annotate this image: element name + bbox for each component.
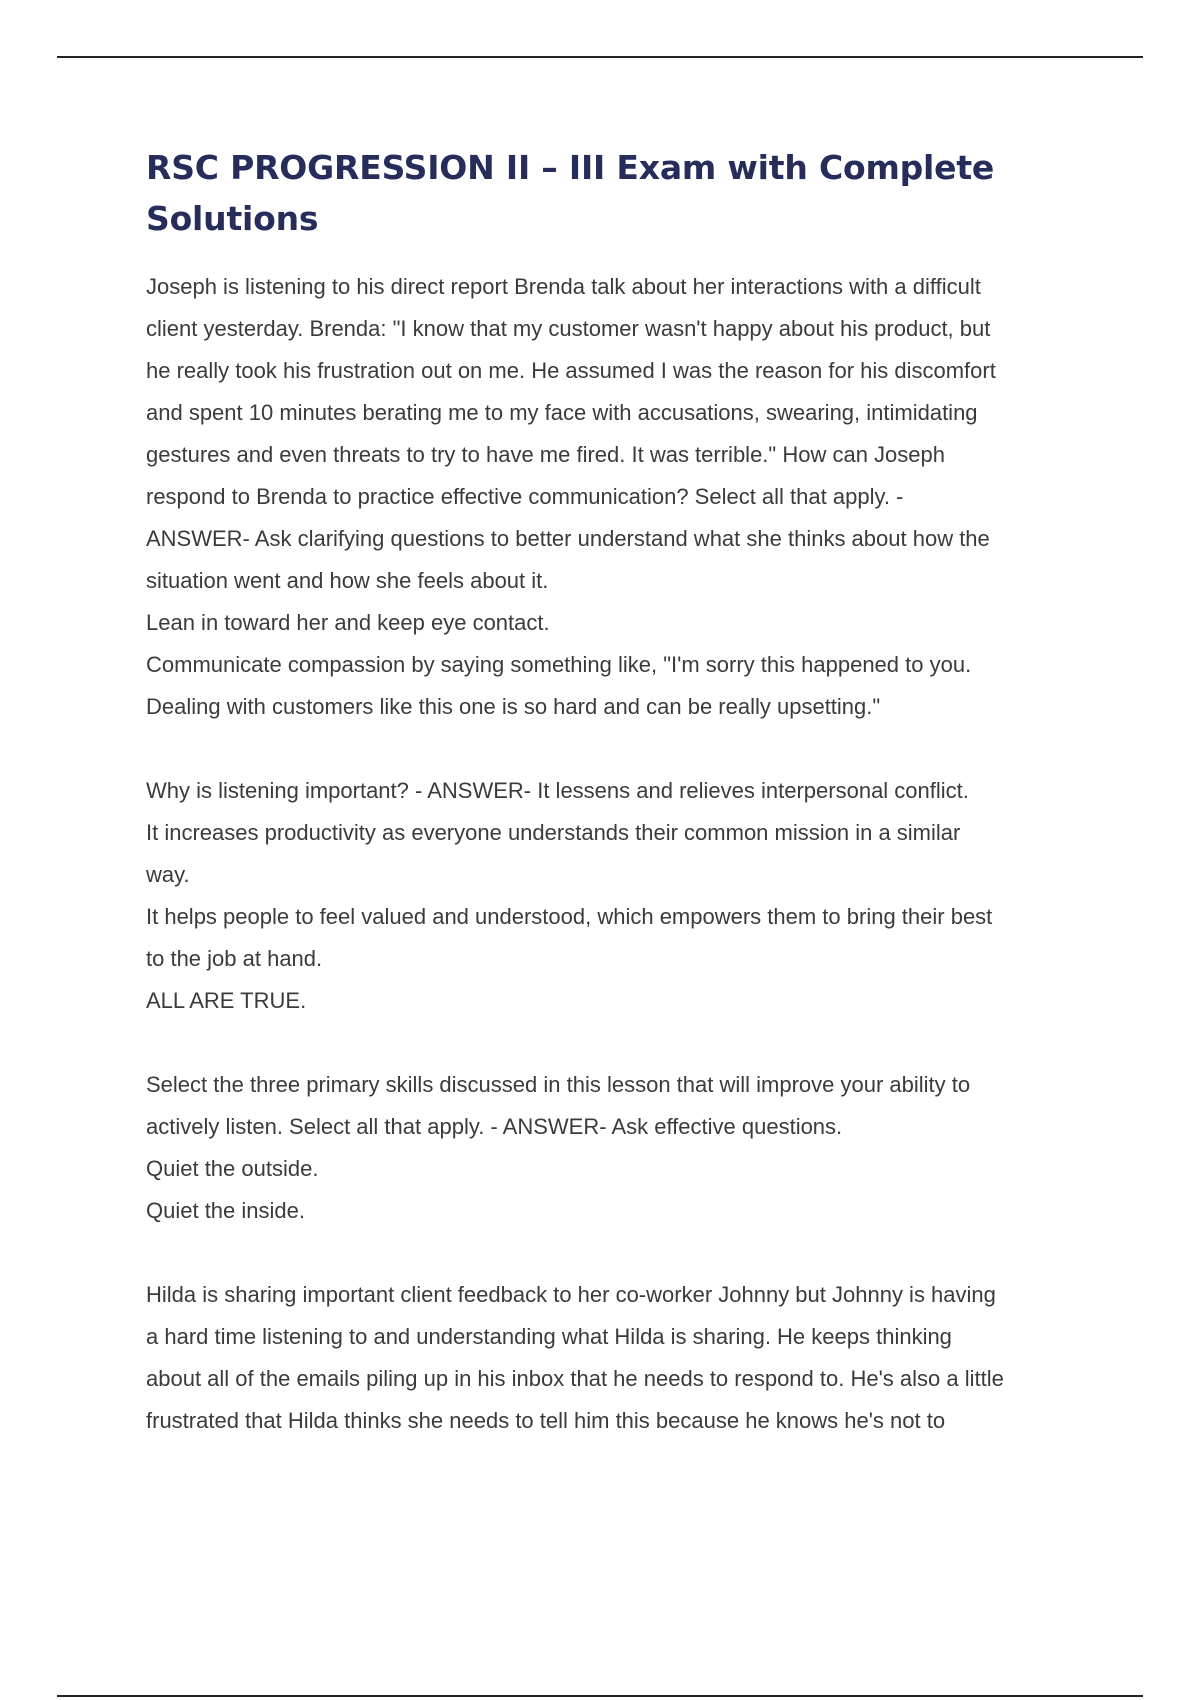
- text-line: Select the three primary skills discussed in this lesson that will improve your ability to: [146, 1072, 971, 1097]
- text-line: client yesterday. Brenda: "I know that my customer wasn't happy about his product, but: [146, 316, 991, 341]
- qa-block-1: [146, 266, 1096, 728]
- text-line: situation went and how she feels about it.: [146, 568, 549, 593]
- document-title: [146, 142, 1096, 244]
- bottom-rule: [57, 1695, 1143, 1697]
- text-line: Why is listening important? - ANSWER- It lessens and relieves interpersonal conflict.: [146, 778, 969, 803]
- title-line: RSC PROGRESSION II – III Exam with Complete: [146, 148, 995, 187]
- text-line: Lean in toward her and keep eye contact.: [146, 610, 550, 635]
- text-line: he really took his frustration out on me. He assumed I was the reason for his discomfort: [146, 358, 996, 383]
- text-line: and spent 10 minutes berating me to my face with accusations, swearing, intimidating: [146, 400, 978, 425]
- text-line: gestures and even threats to try to have me fired. It was terrible." How can Joseph: [146, 442, 945, 467]
- text-line: Quiet the outside.: [146, 1156, 319, 1181]
- text-line: frustrated that Hilda thinks she needs to tell him this because he knows he's not to: [146, 1408, 946, 1433]
- text-line: Communicate compassion by saying something like, "I'm sorry this happened to you.: [146, 652, 972, 677]
- text-line: to the job at hand.: [146, 946, 323, 971]
- text-line: a hard time listening to and understanding what Hilda is sharing. He keeps thinking: [146, 1324, 952, 1349]
- text-line: Hilda is sharing important client feedback to her co-worker Johnny but Johnny is having: [146, 1282, 996, 1307]
- title-line: Solutions: [146, 199, 319, 238]
- text-line: actively listen. Select all that apply. - ANSWER- Ask effective questions.: [146, 1114, 843, 1139]
- qa-block-4: [146, 1274, 1096, 1442]
- text-line: Quiet the inside.: [146, 1198, 305, 1223]
- text-line: about all of the emails piling up in his inbox that he needs to respond to. He's also a little: [146, 1366, 1004, 1391]
- text-line: ANSWER- Ask clarifying questions to better understand what she thinks about how the: [146, 526, 990, 551]
- qa-block-3: [146, 1064, 1096, 1232]
- top-rule: [57, 56, 1143, 58]
- text-line: It increases productivity as everyone understands their common mission in a similar: [146, 820, 961, 845]
- text-line: Joseph is listening to his direct report Brenda talk about her interactions with a difficult: [146, 274, 981, 299]
- text-line: Dealing with customers like this one is so hard and can be really upsetting.": [146, 694, 881, 719]
- text-line: way.: [146, 862, 190, 887]
- document-body: [146, 142, 1096, 1484]
- qa-block-2: [146, 770, 1096, 1022]
- text-line: It helps people to feel valued and understood, which empowers them to bring their best: [146, 904, 993, 929]
- text-line: ALL ARE TRUE.: [146, 988, 307, 1013]
- text-line: respond to Brenda to practice effective communication? Select all that apply. -: [146, 484, 904, 509]
